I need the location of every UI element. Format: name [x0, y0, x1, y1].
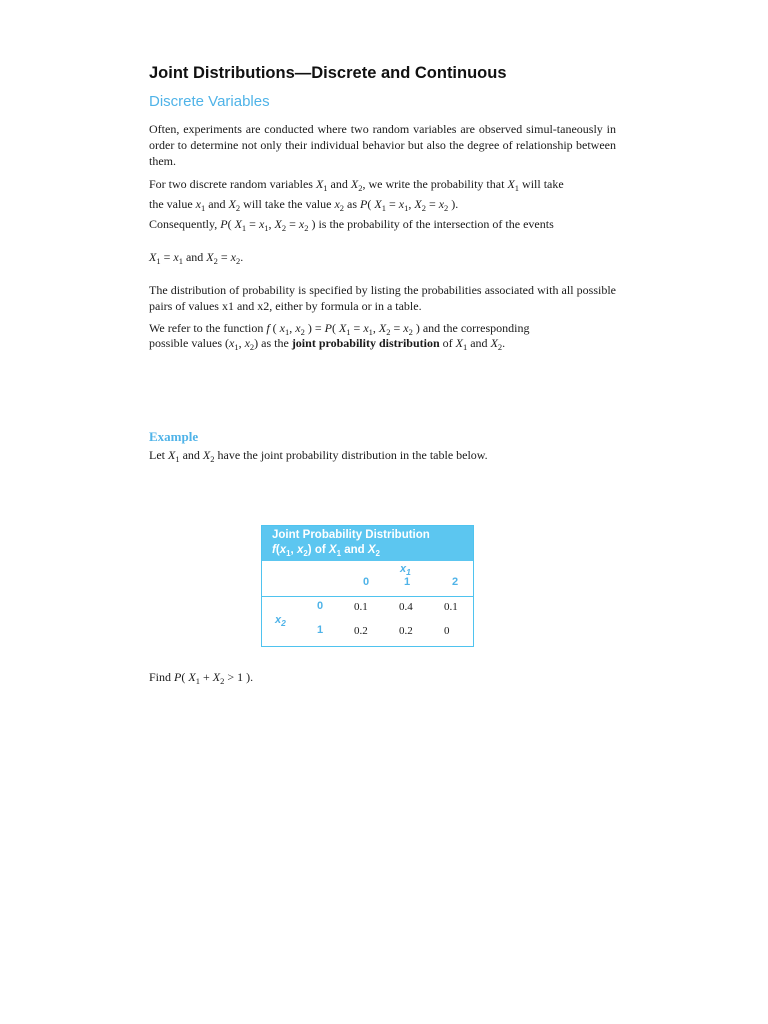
- table-cell: 0.1: [444, 601, 458, 613]
- page-title: Joint Distributions—Discrete and Continuous: [149, 64, 507, 82]
- table-cell: 0.2: [399, 625, 413, 637]
- row-label-0: 0: [317, 600, 324, 612]
- table-header-title: Joint Probability Distribution: [272, 529, 430, 541]
- distribution-paragraph: The distribution of probability is specified by listing the probabilities associated with all possible pairs of values x1 and x2, either by formula or in a table.: [149, 283, 616, 313]
- x2-axis-label: $x_2$: [275, 614, 286, 628]
- events-equation: $X_1 = x_1$ and $X_2 = x_2$.: [149, 250, 244, 266]
- table-cell: 0.4: [399, 601, 413, 613]
- col-label-2: 2: [452, 576, 459, 588]
- table-cell: 0: [444, 625, 450, 637]
- joint-probability-table: [261, 525, 474, 647]
- x1-axis-label: $x_1$: [400, 563, 411, 577]
- discrete-paragraph-line2: the value $x_1$ and $X_2$ will take the value $x_2$ as P( $X_1 = x_1$, $X_2 = x_2$ ).: [149, 197, 459, 213]
- table-header-subtitle: $f(x_1$, $x_2$) of $X_1$ and $X_2$: [272, 544, 380, 558]
- function-paragraph-line2: possible values ($x_1$, $x_2$) as the joint probability distribution of $X_1$ and $X_2$.: [149, 336, 506, 352]
- find-question: Find P( $X_1 + X_2 > 1$ ).: [149, 670, 254, 686]
- example-text: Let $X_1$ and $X_2$ have the joint probability distribution in the table below.: [149, 448, 488, 464]
- function-paragraph-line1: We refer to the function f ( $x_1$, $x_2$ ) = P( $X_1 = x_1$, $X_2 = x_2$ ) and the corresponding: [149, 321, 530, 337]
- intro-paragraph: Often, experiments are conducted where two random variables are observed simul-taneously in order to determine not only their individual behavior but also the degree of relationship between them.: [149, 122, 616, 168]
- table-cell: 0.2: [354, 625, 368, 637]
- table-header: [262, 526, 473, 561]
- col-label-1: 1: [404, 576, 411, 588]
- col-label-0: 0: [363, 576, 370, 588]
- section-title: Discrete Variables: [149, 93, 270, 110]
- table-divider: [262, 596, 473, 597]
- example-heading: Example: [149, 429, 199, 444]
- joint-distribution-term: joint probability distribution: [291, 336, 440, 350]
- consequently-paragraph: Consequently, P( $X_1 = x_1$, $X_2 = x_2$ ) is the probability of the intersection of the events: [149, 217, 554, 233]
- discrete-paragraph-line1: For two discrete random variables $X_1$ and $X_2$, we write the probability that $X_1$ will take: [149, 177, 564, 193]
- row-label-1: 1: [317, 624, 324, 636]
- table-cell: 0.1: [354, 601, 368, 613]
